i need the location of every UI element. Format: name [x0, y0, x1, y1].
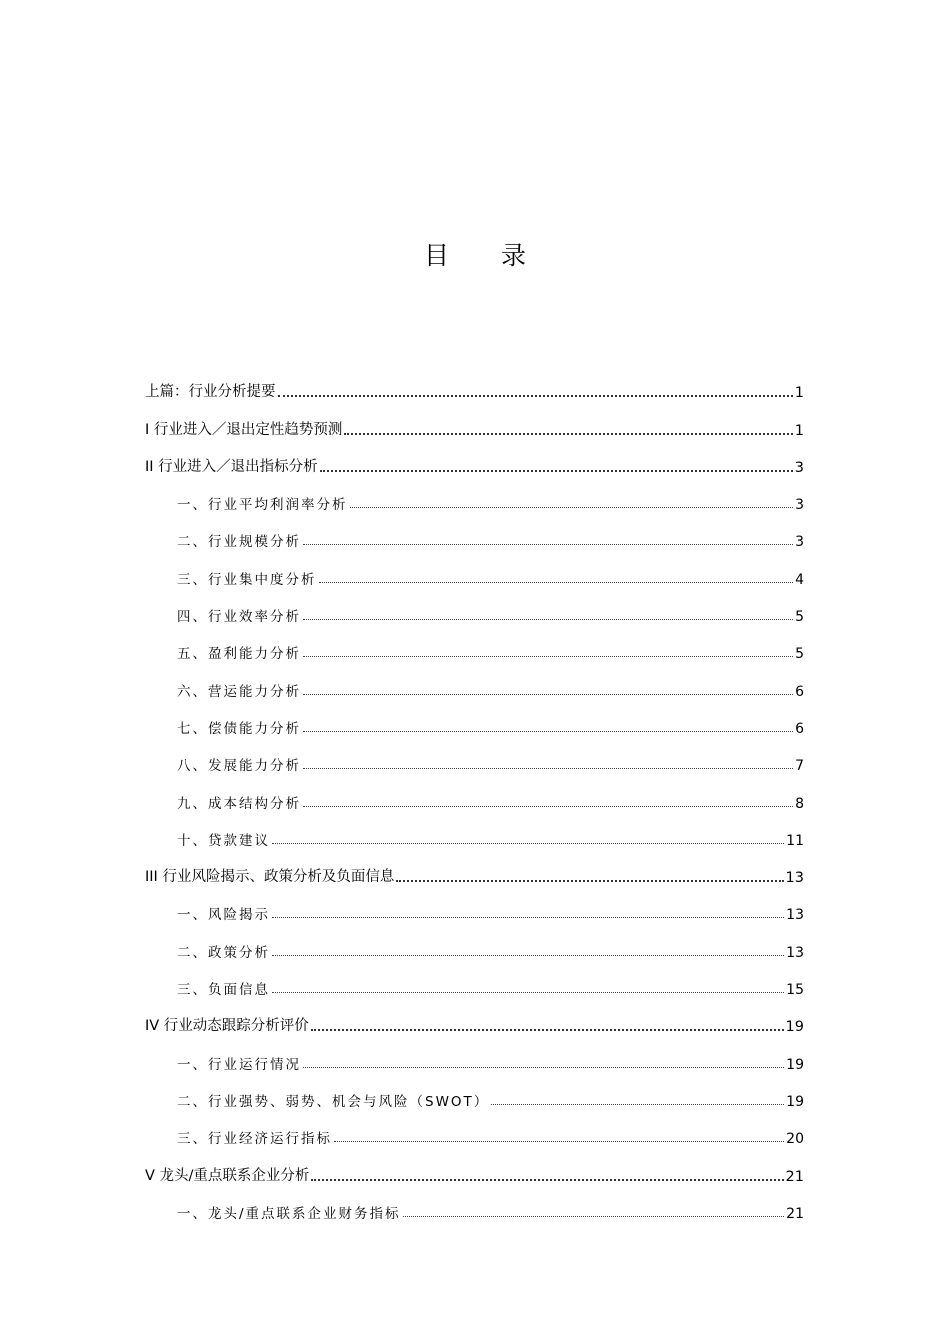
toc-entry-label: 七、偿债能力分析: [177, 720, 301, 737]
dot-leader: [319, 582, 794, 583]
toc-entry[interactable]: [145, 590, 804, 627]
toc-entry-label: 九、成本结构分析: [177, 795, 301, 812]
toc-entry-label: I 行业进入／退出定性趋势预测: [145, 421, 343, 438]
toc-entry[interactable]: [145, 1149, 804, 1186]
dot-leader: [303, 768, 793, 769]
toc-entry-page-number: 7: [795, 758, 804, 775]
toc-entry[interactable]: [145, 888, 804, 925]
dot-leader: [303, 731, 793, 732]
toc-entry-page-number: 8: [795, 795, 804, 812]
toc-entry-label: V 龙头/重点联系企业分析: [145, 1167, 310, 1184]
toc-entry-page-number: 20: [786, 1131, 804, 1148]
toc-entry[interactable]: [145, 1187, 804, 1224]
toc-entry-page-number: 6: [795, 720, 804, 737]
toc-entry[interactable]: [145, 478, 804, 515]
dot-leader: [303, 656, 793, 657]
dot-leader: [396, 880, 783, 882]
dot-leader: [311, 1179, 783, 1181]
toc-entry-page-number: 3: [795, 534, 804, 551]
toc-entry-page-number: 13: [786, 907, 804, 924]
toc-entry-label: 二、行业规模分析: [177, 534, 301, 551]
dot-leader: [350, 507, 794, 508]
toc-entry-page-number: 3: [794, 459, 804, 476]
dot-leader: [320, 470, 793, 472]
toc-entry[interactable]: [145, 664, 804, 701]
toc-entry-page-number: 4: [795, 571, 804, 588]
toc-entry-page-number: 3: [795, 497, 804, 514]
toc-entry-label: 三、行业经济运行指标: [177, 1131, 332, 1148]
toc-entry-label: IV 行业动态跟踪分析评价: [145, 1018, 309, 1035]
toc-entry-label: 十、贷款建议: [177, 832, 270, 849]
dot-leader: [491, 1104, 784, 1105]
toc-entry-label: 八、发展能力分析: [177, 758, 301, 775]
toc-entry-label: 一、龙头/重点联系企业财务指标: [177, 1205, 401, 1222]
dot-leader: [303, 694, 793, 695]
dot-leader: [278, 395, 793, 397]
toc-entry-page-number: 21: [785, 1168, 804, 1185]
toc-entry-label: 五、盈利能力分析: [177, 646, 301, 663]
page-title: 目 录: [424, 241, 548, 270]
dot-leader: [311, 1029, 784, 1031]
toc-entry-page-number: 11: [786, 832, 804, 849]
toc-entry[interactable]: [145, 963, 804, 1000]
dot-leader: [403, 1216, 785, 1217]
dot-leader: [303, 806, 793, 807]
toc-entry-page-number: 6: [795, 683, 804, 700]
toc-entry[interactable]: [145, 366, 804, 403]
toc-entry[interactable]: [145, 851, 804, 888]
toc-entry-label: III 行业风险揭示、政策分析及负面信息: [145, 869, 395, 886]
toc-entry-page-number: 5: [795, 609, 804, 626]
toc-entry-page-number: 1: [794, 385, 804, 402]
dot-leader: [303, 1067, 784, 1068]
toc-entry[interactable]: [145, 776, 804, 813]
dot-leader: [272, 992, 784, 993]
toc-entry-label: 二、政策分析: [177, 944, 270, 961]
toc-entry-page-number: 5: [795, 646, 804, 663]
toc-entry-page-number: 13: [785, 870, 804, 887]
toc-entry-page-number: 19: [785, 1019, 804, 1036]
toc-entry[interactable]: [145, 702, 804, 739]
toc-entry-page-number: 19: [786, 1056, 804, 1073]
toc-entry-page-number: 21: [786, 1205, 804, 1222]
toc-entry[interactable]: [145, 627, 804, 664]
dot-leader: [344, 433, 792, 435]
dot-leader: [272, 917, 784, 918]
toc-entry-page-number: 13: [786, 944, 804, 961]
dot-leader: [303, 619, 793, 620]
toc-entry-label: 四、行业效率分析: [177, 609, 301, 626]
toc-entry-label: 六、营运能力分析: [177, 683, 301, 700]
toc-entry[interactable]: [145, 515, 804, 552]
toc-entry-label: 三、负面信息: [177, 982, 270, 999]
toc-entry-page-number: 15: [786, 982, 804, 999]
toc-entry-label: 一、行业运行情况: [177, 1056, 301, 1073]
toc-entry[interactable]: [145, 814, 804, 851]
dot-leader: [272, 843, 784, 844]
dot-leader: [272, 955, 784, 956]
toc-entry[interactable]: [145, 1000, 804, 1037]
toc-entry-label: 一、风险揭示: [177, 907, 270, 924]
table-of-contents: [145, 366, 804, 1224]
toc-entry[interactable]: [145, 403, 804, 440]
toc-entry-label: 三、行业集中度分析: [177, 571, 317, 588]
toc-entry-label: II 行业进入／退出指标分析: [145, 458, 318, 475]
toc-entry[interactable]: [145, 1075, 804, 1112]
toc-entry-page-number: 19: [786, 1093, 804, 1110]
toc-entry[interactable]: [145, 1037, 804, 1074]
dot-leader: [303, 544, 793, 545]
toc-entry[interactable]: [145, 925, 804, 962]
dot-leader: [334, 1141, 784, 1142]
toc-entry-page-number: 1: [794, 422, 804, 439]
toc-entry[interactable]: [145, 739, 804, 776]
toc-entry-label: 一、行业平均利润率分析: [177, 497, 348, 514]
toc-entry[interactable]: [145, 441, 804, 478]
toc-entry[interactable]: [145, 1112, 804, 1149]
toc-entry-label: 二、行业强势、弱势、机会与风险（SWOT）: [177, 1093, 490, 1110]
toc-entry[interactable]: [145, 552, 804, 589]
toc-entry-label: 上篇：行业分析提要: [145, 384, 276, 401]
